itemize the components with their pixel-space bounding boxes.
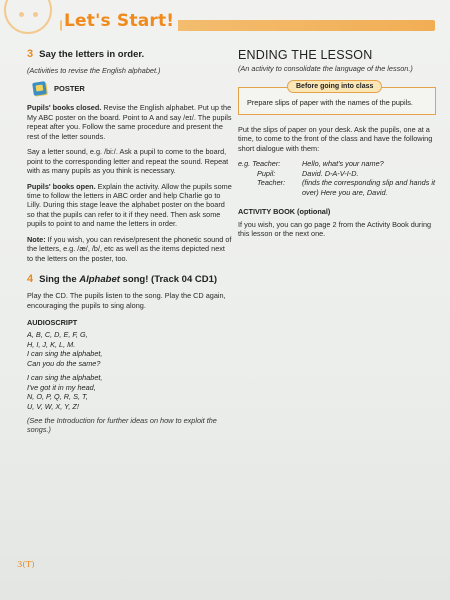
song-verse-1: A, B, C, D, E, F, G, H, I, J, K, L, M. I can sing the alphabet, Can you do the same? (27, 330, 103, 368)
song-verse-2: I can sing the alphabet, I've got it in my head, N, O, P, Q, R, S, T, U, V, W, X, Y, Z! (27, 373, 103, 411)
left-column (27, 44, 232, 441)
smiley-face-icon (4, 0, 52, 34)
callout-box (238, 83, 436, 114)
dialogue-line: Pupil: David. D-A-V-I-D. (257, 168, 359, 178)
note-paragraph: Note: If you wish, you can revise/present the phonetic sound of the letters, e.g. /æ/, /b/, etc as well as the items depicted next to the letters on the poster, too. (27, 234, 232, 263)
section-number: 3 (27, 48, 34, 60)
section-title-text: Say the letters in order. (39, 49, 145, 60)
section-3-note: (Activities to revise the English alphabet.) (27, 66, 161, 75)
paragraph: Play the CD. The pupils listen to the song. Play the CD again, encouraging the pupils to sing along. (27, 291, 226, 310)
poster-label: POSTER (54, 84, 85, 94)
callout-text: Prepare slips of paper with the names of the pupils. (247, 98, 413, 108)
activity-book-text: If you wish, you can go page 2 from the Activity Book during this lesson or the next one. (238, 219, 432, 239)
right-column (238, 44, 436, 245)
paragraph: Pupils' books open. Explain the activity. Allow the pupils some time to follow the letters in ABC order and help Charlie go to Lilly. During this stage leave the alphabet poster on the board so that the pupils can refer to it if they need. Then ask some pupils to point to and name the letters in order. (27, 181, 232, 229)
section-3-title (27, 48, 232, 60)
page-title: Let's Start! (62, 11, 178, 31)
section-title-text: Sing the Alphabet song! (Track 04 CD1) (39, 274, 218, 286)
dialogue-line: e.g. Teacher: Hello, what's your name? (238, 159, 384, 169)
song-note: (See the Introduction for further ideas on how to exploit the songs.) (27, 416, 217, 435)
audioscript-heading: AUDIOSCRIPT (27, 318, 78, 328)
paragraph: Say a letter sound, e.g. /bi:/. Ask a pupil to come to the board, point to the corresponding letter and repeat the sound. Repeat with as many pupils as you think is necessary. (27, 147, 229, 176)
poster-row (33, 82, 232, 95)
ending-lesson-title: ENDING THE LESSON (238, 48, 373, 62)
dialogue (238, 159, 436, 197)
dialogue-line: Teacher: (finds the corresponding slip and hands it over) Here you are, David. (257, 178, 436, 197)
paragraph: Put the slips of paper on your desk. Ask the pupils, one at a time, to come to the front of the class and have the following short dialogue with them: (238, 124, 433, 153)
activity-book-heading: ACTIVITY BOOK (optional) (238, 206, 331, 216)
callout-tag: Before going into class (287, 80, 382, 93)
paragraph: Pupils' books closed. Revise the English alphabet. Put up the My ABC poster on the board. Point to A and say /eɪ/. The pupils repeat after you. Follow the same procedure and present the rest of the letter sounds. (27, 103, 232, 141)
poster-icon (32, 81, 47, 96)
header (0, 0, 450, 42)
ending-lesson-note: (An activity to consolidate the language of the lesson.) (238, 64, 413, 73)
section-number: 4 (27, 273, 34, 286)
page-number: 3(T) (17, 560, 35, 570)
section-4-title (27, 273, 232, 285)
